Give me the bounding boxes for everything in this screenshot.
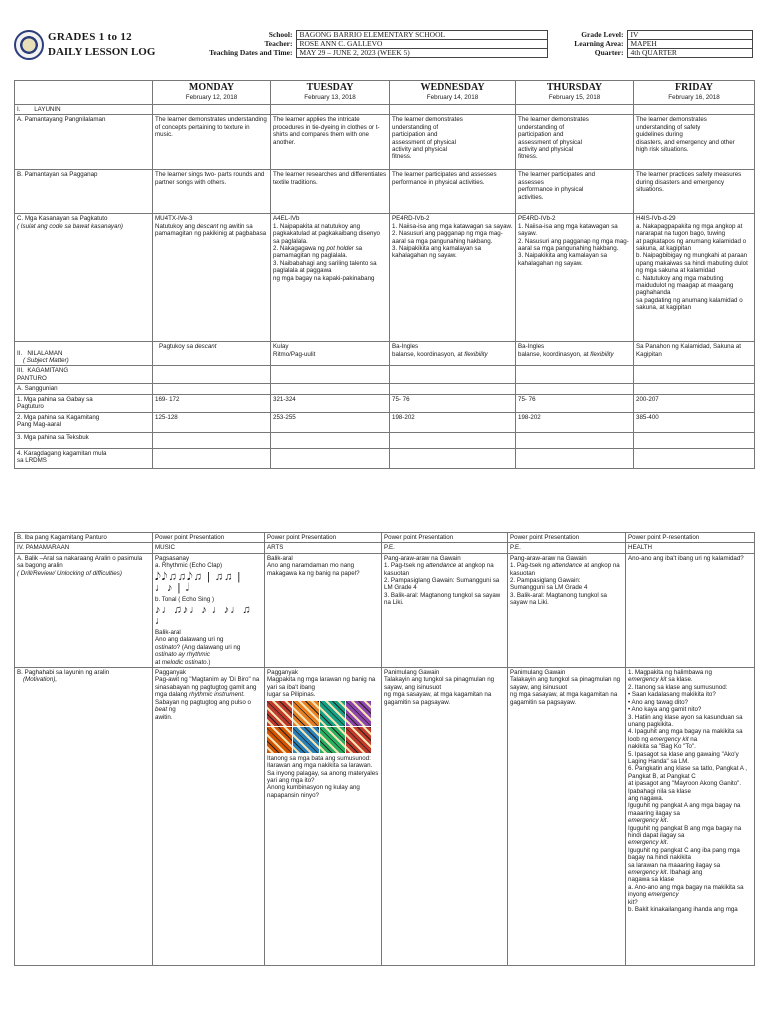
text-italic: attendance (551, 562, 583, 570)
cell-wednesday (390, 342, 516, 366)
day-name: FRIDAY (675, 82, 713, 93)
info-table-right (555, 30, 753, 58)
cell-friday: Power point P-resentation (626, 533, 755, 543)
text: ? (Ang dalawang uri ng (176, 643, 241, 651)
kasanayan-sub: ( Isulat ang code sa bawat kasanayan) (17, 222, 123, 230)
text: na nakikita sa "Bag Ko "To". 5. Ipasagot sa klase ang gawaing "Ako'y Laging Handa" sa LM. 6. Pangkatin ang klase sa tatlo, Pangkat A , Pangkat B, at Pangkat C at ipasagot ang "Mayroon Akong Ganito". Ipabahagi nila sa klase ang nagawa. Iguguhit ng pangkat A ang mga bagay na maaaring ilagay sa (628, 735, 748, 817)
grade-label: Grade Level: (555, 31, 627, 40)
text: 2. Nakagagawa ng (273, 245, 327, 253)
day-name: MONDAY (188, 82, 235, 93)
empty-cell (153, 105, 271, 115)
row-label: 4. Karagdagang kagamitan mula sa LRDMS (15, 448, 153, 468)
row-label (15, 366, 153, 384)
cell-monday (153, 342, 271, 366)
info-table-left (200, 30, 548, 58)
text (155, 629, 262, 666)
cell-tuesday: The learner researches and differentiates textile traditions. (271, 170, 390, 214)
item: 2. Nasusuri ang pagganap ng mga mag-aaral sa mga pangunahing hakbang. (518, 237, 629, 253)
kagamitan-row (15, 366, 755, 384)
cell-tuesday: ARTS (265, 543, 382, 553)
code: H4IS-IVb-d-29 (636, 215, 676, 223)
mat-swatch (267, 727, 292, 753)
row-label: 2. Mga pahina sa Kagamitang Pang Mag-aaral (15, 412, 153, 432)
empty-cell (271, 105, 390, 115)
row-label (15, 553, 153, 667)
empty-cell (153, 448, 271, 468)
cell-tuesday: Power point Presentation (265, 533, 382, 543)
cell-monday: 169- 172 (153, 394, 271, 412)
day-friday (634, 81, 755, 105)
cell-wednesday: P.E. (382, 543, 508, 553)
empty-cell (390, 448, 516, 468)
pamantayan-sa-pagganap-row (15, 170, 755, 214)
cell-tuesday: Balik-aral Ano ang naramdaman mo nang makagawa ka ng banig na papel? (265, 553, 382, 667)
lesson-table-2 (14, 532, 755, 966)
banig-mats-image (267, 701, 371, 753)
cell-wednesday (382, 553, 508, 667)
day-tuesday (271, 81, 390, 105)
empty-cell (634, 448, 755, 468)
empty-cell (516, 384, 634, 394)
item: 2. Nasusuri ang pagganap ng mga mag-aaral sa mga pangunahing hakbang. (392, 230, 503, 245)
pamantayang-pangnilalaman-row (15, 115, 755, 170)
mat-swatch (346, 727, 371, 753)
text: a. Nakapagpapakita ng mga angkop at nararapat na tugon bago, tuwing at pagkatapos ng anumang kalamidad o sakuna, at kagipitan b. Naipagbibigay ng mungkahi at paraan upang makaiwas sa hindi mabuting dulot ng mga sakuna at kalamidad c. Natutukoy ang mga mabuting maidudulot ng maagap at maagang paghahanda sa pagdating ng anumang kalamidad o sakuna, at kagipitan (636, 222, 748, 312)
code: PE4RD-IVb-2 (392, 215, 430, 223)
cell-tuesday (271, 214, 390, 342)
kag-num: III. (17, 367, 24, 375)
cell-wednesday: 198-202 (390, 412, 516, 432)
cell-thursday: 198-202 (516, 412, 634, 432)
text: .) (206, 658, 211, 666)
balik-aral-label: A. Balik –Aral sa nakaraang Aralin o pasimula sa bagong aralin (17, 554, 143, 570)
cell-monday (153, 668, 265, 966)
cell-thursday (508, 553, 626, 667)
kasanayan-label: C. Mga Kasanayan sa Pagkatuto (17, 215, 108, 223)
cell-friday: 385-400 (634, 412, 755, 432)
cell-friday: The learner practices safety measures during disasters and emergency situations. (634, 170, 755, 214)
lesson-table-1 (14, 80, 755, 469)
text-italic: attendance (425, 562, 457, 570)
mat-swatch (320, 727, 345, 753)
area-value: MAPEH (627, 40, 753, 49)
motivation-row (15, 668, 755, 966)
nilalaman-title: NILALAMAN (27, 349, 63, 357)
empty-cell (153, 432, 271, 448)
day-wednesday (390, 81, 516, 105)
item (273, 245, 387, 260)
subject-matter: ( Subject Matter) (23, 357, 69, 364)
title-daily-lesson-log: DAILY LESSON LOG (48, 46, 156, 58)
text: . Iguguhit ng pangkat B ang mga bagay na hindi dapat ilagay sa (628, 817, 742, 839)
text: Pagtukoy sa (159, 343, 195, 351)
text: ng awitin sa pamamagitan ng pakikinig at pagbabasa (155, 222, 267, 238)
empty-cell (516, 432, 634, 448)
text-italic: melodic ostinato (161, 658, 207, 666)
row-label: 1. Mga pahina sa Gabay sa Pagtuturo (15, 394, 153, 412)
cell-friday: Ano-ano ang iba't ibang uri ng kalamidad? (626, 553, 755, 667)
text: sa pamamagitan ng paglalala. (273, 245, 363, 260)
cell-wednesday: The learner participates and assesses performance in physical activities. (390, 170, 516, 214)
text-italic: emergency kit (650, 735, 689, 743)
empty-cell (390, 432, 516, 448)
text: Itanong sa mga bata ang sumusunod: Ilarawan ang mga nakikita sa larawan. Sa inyong palagay, sa anong materyales yari ang mga ito? Anong kumbinasyon ng kulay ang napapansin ninyo? (267, 754, 379, 799)
text: at angkop na kasuotan 2. Pampasiglang Gawain: Sumangguni sa LM Grade 4 3. Balik-aral: Magtanong tungkol sa sayaw na Liki. (510, 562, 620, 607)
text-italic: emergency (647, 891, 679, 899)
layunin-num: I. (17, 106, 21, 113)
text: Ba-Ingles balanse, koordinasyon, at (392, 343, 463, 358)
code: A4EL-IVb (273, 215, 300, 223)
day-date: February 15, 2018 (548, 94, 601, 101)
item: 1. Naiisa-isa ang mga katawagan sa sayaw. (518, 222, 618, 238)
cell-monday: MUSIC (153, 543, 265, 553)
empty-cell (516, 105, 634, 115)
cell-tuesday: Kulay Ritmo/Pag-uulit (271, 342, 390, 366)
text: Balik-aral Ano ang dalawang uri ng (155, 629, 224, 644)
mat-swatch (346, 701, 371, 727)
day-name: TUESDAY (306, 82, 354, 93)
day-header-row (15, 81, 755, 105)
text: sa klase. 2. Itanong sa klase ang sumusunod: • Saan kadalasang makikita ito? • Ano ang tawag dito? • Ano kaya ang gamit nito? 3. Hatiin ang klase ayon sa kasunduan sa unang pagkikita. 4. Ipaguhit ang mga bagay na makikita sa loob ng (628, 676, 743, 743)
cell-thursday: P.E. (508, 543, 626, 553)
text: Ba-Ingles balanse, koordinasyon, at (518, 343, 589, 358)
layunin-label (15, 105, 153, 115)
text: ng awitin. (155, 706, 176, 721)
cell-friday (634, 214, 755, 342)
row-label (15, 214, 153, 342)
iba-pang-kagamitan-row (15, 533, 755, 543)
school-label: School: (200, 31, 296, 40)
cell-tuesday: 253-255 (271, 412, 390, 432)
quarter-label: Quarter: (555, 49, 627, 58)
text-italic: pot holder (326, 245, 354, 253)
text: at angkop na kasuotan 2. Pampasiglang Gawain: Sumangguni sa LM Grade 4 3. Balik-aral: Magtanong tungkol sa sayaw na Liki. (384, 562, 501, 607)
day-thursday (516, 81, 634, 105)
item: 1. Naipapakita at natutukoy ang pagkakatulad at pagkakaibang disenyo sa paglalala. (273, 222, 380, 245)
cell-monday: The learner sings two- parts rounds and partner songs with others. (153, 170, 271, 214)
pamamaraan-row (15, 543, 755, 553)
tonal-notation-icon: ♪♩♫♪♩♪ ♩♪♩♫ ♩ (155, 604, 252, 628)
row-label: A. Sanggunian (15, 384, 153, 394)
empty-cell (390, 384, 516, 394)
kag-title: KAGAMITANG PANTURO (17, 367, 69, 382)
rhythm-notation-icon: 𝅘𝅥𝅮𝅘𝅥𝅮♫♫𝅘𝅥𝅮♫ | ♫♫ | ♩♪ | 𝅗𝅥 (155, 570, 242, 594)
day-date: February 13, 2018 (304, 94, 356, 101)
cell-wednesday: Panimulang Gawain Talakayin ang tungkol sa pinagmulan ng sayaw, ang isinusuot ng mga sasayaw, at mga kagamitan na gagamitin sa pagsayaw. (382, 668, 508, 966)
cell-friday (626, 668, 755, 966)
nilalaman-num: II. (17, 349, 23, 357)
empty-cell (634, 432, 755, 448)
cell-tuesday: 321-324 (271, 394, 390, 412)
cell-monday: Power point Presentation (153, 533, 265, 543)
text: . Ibahagi ang nagawa sa klase a. Ano-ano ang mga bagay na makikita sa inyong (628, 869, 744, 899)
layunin-row (15, 105, 755, 115)
day-date: February 14, 2018 (426, 94, 479, 101)
text: Pagganyak Pag-awit ng "Magtanim ay 'Di Biro" na sinasabayan ng pagtugtog gamit ang mga dalang (155, 669, 260, 699)
day-name: WEDNESDAY (420, 82, 485, 93)
cell-thursday: 75- 76 (516, 394, 634, 412)
code: PE4RD-IVb-2 (518, 215, 556, 223)
cell-thursday: The learner demonstrates understanding of participation and assessment of physical activity and physical fitness. (516, 115, 634, 170)
text-italic: descant (196, 222, 219, 230)
empty-cell (271, 448, 390, 468)
text-italic: ostinato ay rhythmic (155, 651, 211, 659)
day-name: THURSDAY (546, 82, 603, 93)
cell-friday: The learner demonstrates understanding of safety guidelines during disasters, and emergency and other high risk situations. (634, 115, 755, 170)
deped-seal-icon (14, 30, 44, 60)
text: 1. Magpakita ng halimbawa ng (628, 669, 712, 677)
text-italic: emergency kit (628, 839, 667, 847)
mat-swatch (320, 701, 345, 727)
cell-friday: HEALTH (626, 543, 755, 553)
row-label: IV. PAMAMARAAN (15, 543, 153, 553)
row-label (15, 342, 153, 366)
item: 3. Naibabahagi ang sariling talento sa paglalala at paggawa ng mga bagay na kapaki-pakinabang (273, 259, 377, 282)
day-monday (153, 81, 271, 105)
text: . Iguguhit ng pangkat C ang iba pang mga bagay na hindi nakikita sa larawan na maaaring ilagay sa (628, 839, 740, 869)
mat-swatch (267, 701, 292, 727)
text: Pang-araw-araw na Gawain 1. Pag-tsek ng (510, 554, 587, 570)
empty-cell (634, 366, 755, 384)
cell-tuesday: The learner applies the intricate procedures in tie-dyeing in clothes or t-shirts and compares them with one another. (271, 115, 390, 170)
grade-value: IV (627, 31, 753, 40)
kasanayan-row (15, 214, 755, 342)
empty-cell (271, 366, 390, 384)
motivation-label: B. Paghahabi sa layunin ng aralin (17, 669, 110, 677)
teacher-label: Teacher: (200, 40, 296, 49)
text-italic: flexibility (590, 350, 614, 358)
empty-cell (634, 384, 755, 394)
cell-wednesday: 75- 76 (390, 394, 516, 412)
text: kit? b. Bakit kinakailangang ihanda ang mga (628, 898, 738, 914)
text: b. Tonal ( Echo Sing ) (155, 595, 215, 603)
item: 1. Naiisa-isa ang mga katawagan sa sayaw. (392, 222, 513, 230)
text-italic: beat (155, 706, 168, 714)
title-grades: GRADES 1 to 12 (48, 31, 132, 43)
cell-thursday: The learner participates and assesses performance in physical activities. (516, 170, 634, 214)
cell-monday: 125-128 (153, 412, 271, 432)
empty-cell (516, 448, 634, 468)
empty-cell (153, 384, 271, 394)
empty-cell (153, 366, 271, 384)
row-label: B. Pamantayan sa Pagganap (15, 170, 153, 214)
empty-cell (390, 105, 516, 115)
dates-value: MAY 29 – JUNE 2, 2023 (WEEK 5) (296, 49, 548, 58)
motivation-sub: (Motivation), (23, 676, 58, 684)
cell-friday: 200-207 (634, 394, 755, 412)
sanggunian-row (15, 384, 755, 394)
teksbuk-row (15, 432, 755, 448)
empty-cell (271, 384, 390, 394)
cell-wednesday: Power point Presentation (382, 533, 508, 543)
teacher-value: ROSE ANN C. GALLEVO (296, 40, 548, 49)
gabay-row (15, 394, 755, 412)
item: 3. Naipakikita ang kamalayan sa kahalagahan ng sayaw. (392, 245, 482, 260)
row-label: B. Iba pang Kagamitang Panturo (15, 533, 153, 543)
cell-thursday (516, 214, 634, 342)
empty-cell (516, 366, 634, 384)
text-italic: emergency kit (628, 676, 667, 684)
text-italic: emergency kit (628, 869, 667, 877)
row-label: 3. Mga pahina sa Teksbuk (15, 432, 153, 448)
layunin-title: LAYUNIN (34, 106, 61, 113)
text-italic: ostinato (155, 643, 177, 651)
empty-cell (390, 366, 516, 384)
row-label: A. Pamantayang Pangnilalaman (15, 115, 153, 170)
day-date: February 16, 2018 (668, 94, 720, 101)
karagdagan-row (15, 448, 755, 468)
cell-tuesday (265, 668, 382, 966)
cell-monday: The learner demonstrates understanding of concepts pertaining to texture in music. (153, 115, 271, 170)
balik-aral-sub: ( Drill/Review/ Unlocking of difficulties) (17, 569, 122, 577)
area-label: Learning Area: (555, 40, 627, 49)
cell-thursday: Power point Presentation (508, 533, 626, 543)
cell-thursday: Panimulang Gawain Talakayin ang tungkol sa pinagmulan ng sayaw, ang isinusuot ng mga sasayaw, at mga kagamitan na gagamitin sa pagsayaw. (508, 668, 626, 966)
dates-label: Teaching Dates and Time: (200, 49, 296, 58)
text: Pagsasanay a. Rhythmic (Echo Clap) (155, 554, 223, 570)
text-italic: flexibility (464, 350, 488, 358)
text: . Sabayan ng pagtugtog ang pulso o (155, 691, 251, 706)
school-value: BAGONG BARRIO ELEMENTARY SCHOOL (296, 31, 548, 40)
empty-cell (271, 432, 390, 448)
text: at (155, 658, 162, 666)
text-italic: descant (194, 343, 217, 351)
empty-cell (634, 105, 755, 115)
code: MU4TX-IVe-3 (155, 215, 193, 223)
cell-friday: Sa Panahon ng Kalamidad, Sakuna at Kagipitan (634, 342, 755, 366)
cell-monday (153, 553, 265, 667)
corner-cell (15, 81, 153, 105)
item: 3. Naipakikita ang kamalayan sa kahalagahan ng sayaw. (518, 252, 608, 267)
mat-swatch (293, 727, 318, 753)
text: Natutukoy ang (155, 222, 197, 230)
text-italic: emergency kit (628, 817, 667, 825)
day-date: February 12, 2018 (185, 94, 238, 101)
cell-thursday (516, 342, 634, 366)
text: Pagganyak Magpakita ng mga larawan ng banig na yari sa iba't ibang lugar sa Pilipinas. (267, 669, 376, 699)
cell-wednesday: The learner demonstrates understanding of participation and assessment of physical activity and physical fitness. (390, 115, 516, 170)
kagamitang-pang-mag-aaral-row (15, 412, 755, 432)
row-label (15, 668, 153, 966)
balik-aral-row (15, 553, 755, 667)
mat-swatch (293, 701, 318, 727)
text: Pang-araw-araw na Gawain 1. Pag-tsek ng (384, 554, 461, 570)
nilalaman-row (15, 342, 755, 366)
cell-wednesday (390, 214, 516, 342)
cell-monday (153, 214, 271, 342)
text-italic: rhythmic instrument (189, 691, 244, 699)
quarter-value: 4th QUARTER (627, 49, 753, 58)
